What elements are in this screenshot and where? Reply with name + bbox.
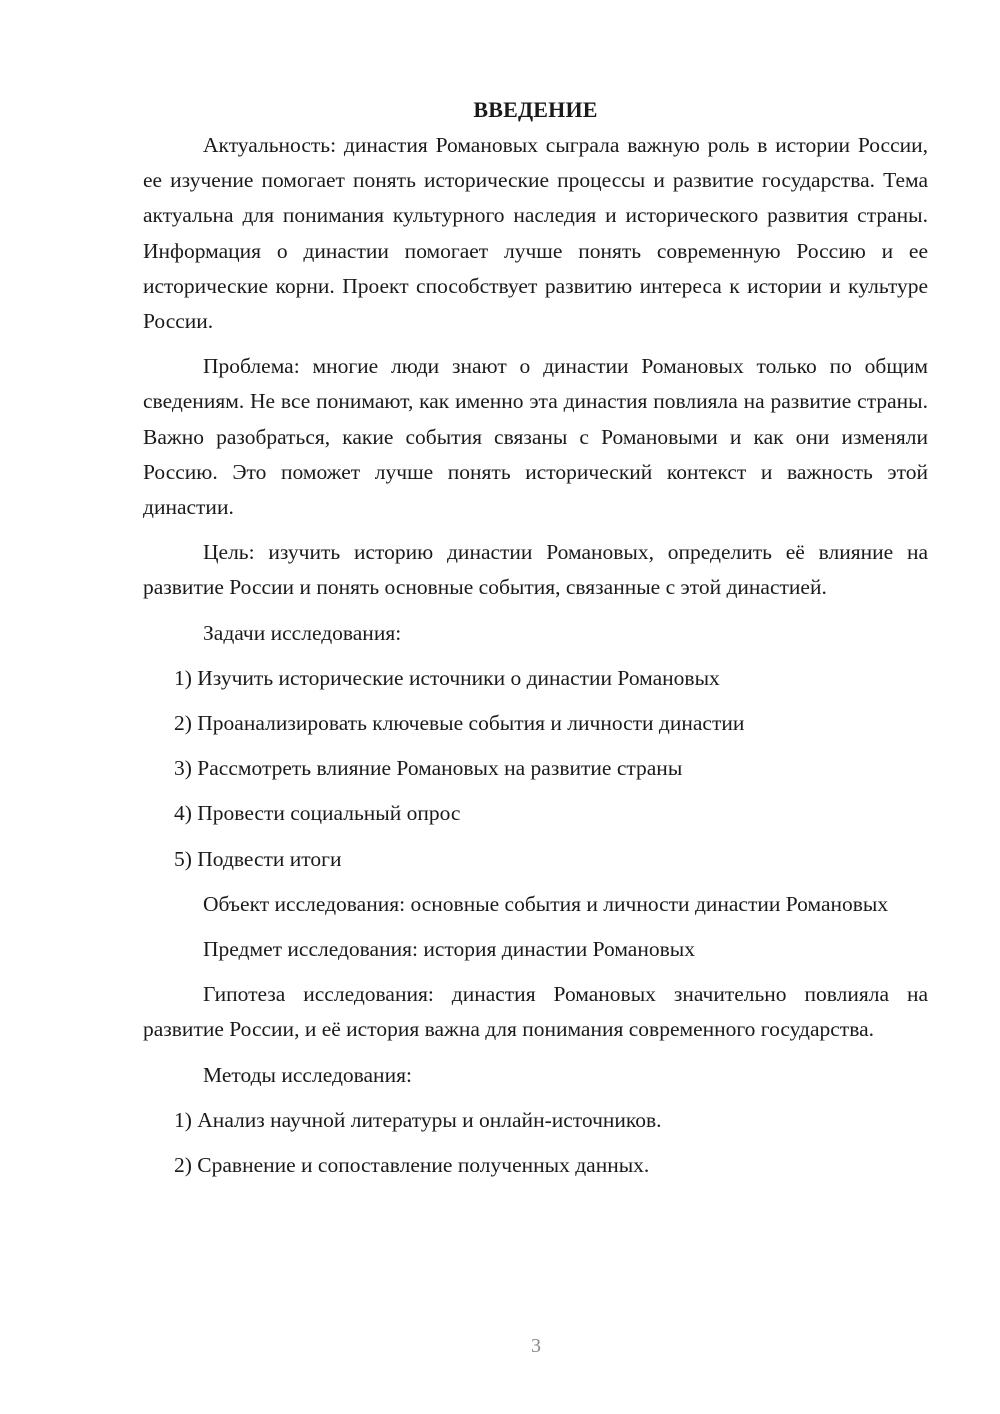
list-item: 2) Проанализировать ключевые события и личности династии	[174, 711, 745, 736]
document-page	[143, 94, 928, 1193]
list-item: 4) Провести социальный опрос	[174, 801, 461, 826]
paragraph-hypothesis: Гипотеза исследования: династия Романовых значительно повлияла на развитие России, и её история важна для понимания современного государства.	[143, 982, 928, 1042]
list-item: 2) Сравнение и сопоставление полученных данных.	[174, 1153, 650, 1178]
paragraph-relevance: Актуальность: династия Романовых сыграла важную роль в истории России, ее изучение помогает понять исторические процессы и развитие государства. Тема актуальна для понимания культурного наследия и исторического развития страны. Информация о династии помогает лучше понять современную Россию и ее исторические корни. Проект способствует развитию интереса к истории и культуре России.	[143, 133, 928, 334]
paragraph-goal: Цель: изучить историю династии Романовых, определить её влияние на развитие России и понять основные события, связанные с этой династией.	[143, 540, 928, 600]
paragraph-object: Объект исследования: основные события и личности династии Романовых	[203, 891, 889, 916]
methods-label: Методы исследования:	[203, 1062, 412, 1087]
paragraph-problem: Проблема: многие люди знают о династии Романовых только по общим сведениям. Не все понимают, как именно эта династия повлияла на развитие страны. Важно разобраться, какие события связаны с Романовыми и как они изменяли Россию. Это поможет лучше понять исторический контекст и важность этой династии.	[143, 354, 928, 520]
methods-list	[143, 1103, 928, 1183]
list-item: 1) Изучить исторические источники о династии Романовых	[174, 665, 720, 690]
tasks-list	[143, 661, 928, 877]
paragraph-subject: Предмет исследования: история династии Романовых	[203, 937, 695, 962]
list-item: 3) Рассмотреть влияние Романовых на развитие страны	[174, 756, 683, 781]
list-item: 1) Анализ научной литературы и онлайн-источников.	[174, 1107, 662, 1132]
page-number: 3	[531, 1335, 541, 1357]
tasks-label: Задачи исследования:	[203, 620, 402, 645]
list-item: 5) Подвести итоги	[174, 846, 342, 871]
section-heading: ВВЕДЕНИЕ	[473, 97, 598, 122]
